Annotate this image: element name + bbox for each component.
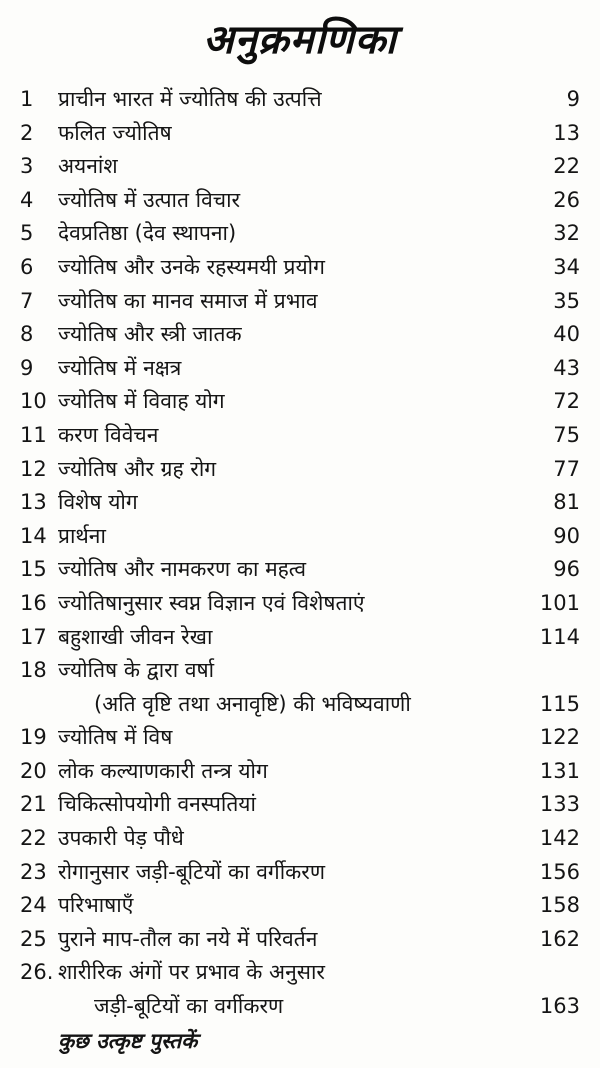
entry-title-line1: ज्योतिष और नामकरण का महत्व [58, 557, 307, 582]
entry-page-number: 163 [539, 994, 580, 1019]
entry-title [58, 520, 545, 554]
entry-page-number: 26 [553, 187, 580, 212]
entry-page-number: 122 [539, 725, 580, 750]
entry-title [58, 150, 545, 184]
entry-title [58, 889, 532, 923]
entry-page-number: 133 [539, 792, 580, 817]
entry-page-number: 81 [553, 490, 580, 515]
entry-title-line1: करण विवेचन [58, 422, 159, 447]
toc-entry [20, 83, 580, 117]
entry-title-line1: परिभाषाएँ [58, 893, 134, 918]
entry-title [58, 285, 545, 319]
entry-number: 25 [20, 926, 47, 951]
entry-title [58, 318, 545, 352]
entry-title-line1: ज्योतिष में नक्षत्र [58, 355, 182, 380]
toc-entry [20, 822, 580, 856]
toc-entry [20, 621, 580, 655]
entry-page-number: 34 [553, 254, 580, 279]
entry-title-line1: विशेष योग [58, 490, 138, 515]
entry-number: 14 [20, 523, 47, 548]
entry-title-line1: लोक कल्याणकारी तन्त्र योग [58, 758, 268, 783]
entry-number: 7 [20, 288, 34, 313]
entry-title [58, 83, 559, 117]
entry-number: 26. [20, 960, 54, 985]
entry-title-line1: पुराने माप-तौल का नये में परिवर्तन [58, 926, 318, 951]
entry-number: 3 [20, 154, 34, 179]
toc-entry [20, 150, 580, 184]
entry-page-number: 40 [553, 322, 580, 347]
entry-page-number: 142 [539, 826, 580, 851]
entry-title-line1: ज्योतिष में विष [58, 725, 173, 750]
entry-number: 22 [20, 826, 47, 851]
entry-number: 17 [20, 624, 47, 649]
entry-title [58, 654, 532, 721]
toc-entry [20, 217, 580, 251]
entry-title [58, 553, 545, 587]
entry-title-line1: देवप्रतिष्ठा (देव स्थापना) [58, 221, 237, 246]
toc-entry [20, 755, 580, 789]
entry-title-line1: ज्योतिष के द्वारा वर्षा [58, 658, 215, 683]
entry-number: 2 [20, 120, 34, 145]
entry-number: 6 [20, 254, 34, 279]
entry-page-number: 156 [539, 859, 580, 884]
toc-entry [20, 352, 580, 386]
entry-page-number: 75 [553, 422, 580, 447]
toc-entry [20, 889, 580, 923]
entry-title [58, 217, 545, 251]
entry-page-number: 13 [553, 120, 580, 145]
entry-title-line1: ज्योतिष और ग्रह रोग [58, 456, 217, 481]
entry-page-number: 115 [539, 691, 580, 716]
entry-title-line1: प्रार्थना [58, 523, 106, 548]
entry-title-line1: ज्योतिष और स्त्री जातक [58, 322, 242, 347]
toc-entry [20, 486, 580, 520]
entry-title-line1: ज्योतिषानुसार स्वप्न विज्ञान एवं विशेषताएं [58, 590, 365, 615]
entry-title [58, 587, 532, 621]
toc-entry [20, 587, 580, 621]
entry-title [58, 856, 532, 890]
toc-entry [20, 788, 580, 822]
toc-entry [20, 453, 580, 487]
entry-title [58, 352, 545, 386]
entry-page-number: 32 [553, 221, 580, 246]
entry-number: 21 [20, 792, 47, 817]
entry-page-number: 114 [539, 624, 580, 649]
toc-entry [20, 553, 580, 587]
entry-page-number: 22 [553, 154, 580, 179]
entry-page-number: 35 [553, 288, 580, 313]
entry-title [58, 822, 532, 856]
entry-page-number: 101 [539, 590, 580, 615]
entry-number: 19 [20, 725, 47, 750]
toc-entry [20, 318, 580, 352]
entry-title-line1: चिकित्सोपयोगी वनस्पतियां [58, 792, 256, 817]
entry-title [58, 184, 545, 218]
entry-title-line1: ज्योतिष का मानव समाज में प्रभाव [58, 288, 318, 313]
entry-title-line1: शारीरिक अंगों पर प्रभाव के अनुसार [58, 960, 325, 985]
toc-entry [20, 654, 580, 721]
entry-number: 12 [20, 456, 47, 481]
entry-title [58, 117, 545, 151]
entry-page-number: 131 [539, 758, 580, 783]
entry-number: 24 [20, 893, 47, 918]
entry-number: 15 [20, 557, 47, 582]
entry-number: 4 [20, 187, 34, 212]
entry-page-number: 96 [553, 557, 580, 582]
entry-title-line1: प्राचीन भारत में ज्योतिष की उत्पत्ति [58, 87, 322, 111]
toc-entry [20, 117, 580, 151]
entry-page-number: 158 [539, 893, 580, 918]
entry-title [58, 755, 532, 789]
entry-number: 23 [20, 859, 47, 884]
entry-title [58, 385, 545, 419]
footer-note: कुछ उत्कृष्ट पुस्तकें [58, 1028, 198, 1053]
entry-title [58, 956, 532, 1023]
entry-title [58, 923, 532, 957]
entry-title-line1: फलित ज्योतिष [58, 120, 172, 145]
entry-title [58, 453, 545, 487]
entry-title [58, 251, 545, 285]
toc-entry [20, 184, 580, 218]
entry-title-line1: रोगानुसार जड़ी-बूटियों का वर्गीकरण [58, 859, 326, 884]
entry-title-line1: ज्योतिष में विवाह योग [58, 389, 225, 414]
toc-entry [20, 923, 580, 957]
toc-entry [20, 856, 580, 890]
entry-title [58, 788, 532, 822]
toc-entry [20, 251, 580, 285]
entry-number: 16 [20, 590, 47, 615]
toc-entry [20, 385, 580, 419]
entry-title-line2: (अति वृष्टि तथा अनावृष्टि) की भविष्यवाणी [94, 691, 411, 716]
entry-number: 1 [20, 87, 34, 111]
entry-number: 13 [20, 490, 47, 515]
entry-page-number: 72 [553, 389, 580, 414]
entry-page-number: 90 [553, 523, 580, 548]
page-title: अनुक्रमणिका [203, 17, 397, 63]
entry-number: 5 [20, 221, 34, 246]
toc-entry [20, 956, 580, 1023]
toc-entry [20, 285, 580, 319]
entry-page-number: 43 [553, 355, 580, 380]
entry-title-line1: अयनांश [58, 154, 118, 179]
entry-title [58, 721, 532, 755]
toc-entry [20, 520, 580, 554]
entry-number: 20 [20, 758, 47, 783]
toc-list [0, 83, 600, 1024]
toc-entry [20, 721, 580, 755]
entry-title [58, 419, 545, 453]
entry-title-line1: बहुशाखी जीवन रेखा [58, 624, 213, 649]
entry-title-line1: ज्योतिष में उत्पात विचार [58, 187, 241, 212]
entry-page-number: 9 [566, 87, 580, 111]
entry-title-line1: उपकारी पेड़ पौधे [58, 826, 184, 851]
entry-number: 9 [20, 355, 34, 380]
entry-number: 10 [20, 389, 47, 414]
entry-title [58, 621, 532, 655]
entry-title-line2: जड़ी-बूटियों का वर्गीकरण [94, 994, 284, 1019]
toc-entry [20, 419, 580, 453]
entry-page-number: 162 [539, 926, 580, 951]
entry-number: 18 [20, 658, 47, 683]
entry-title-line1: ज्योतिष और उनके रहस्यमयी प्रयोग [58, 254, 325, 279]
entry-page-number: 77 [553, 456, 580, 481]
entry-title [58, 486, 545, 520]
entry-number: 8 [20, 322, 34, 347]
entry-number: 11 [20, 422, 47, 447]
